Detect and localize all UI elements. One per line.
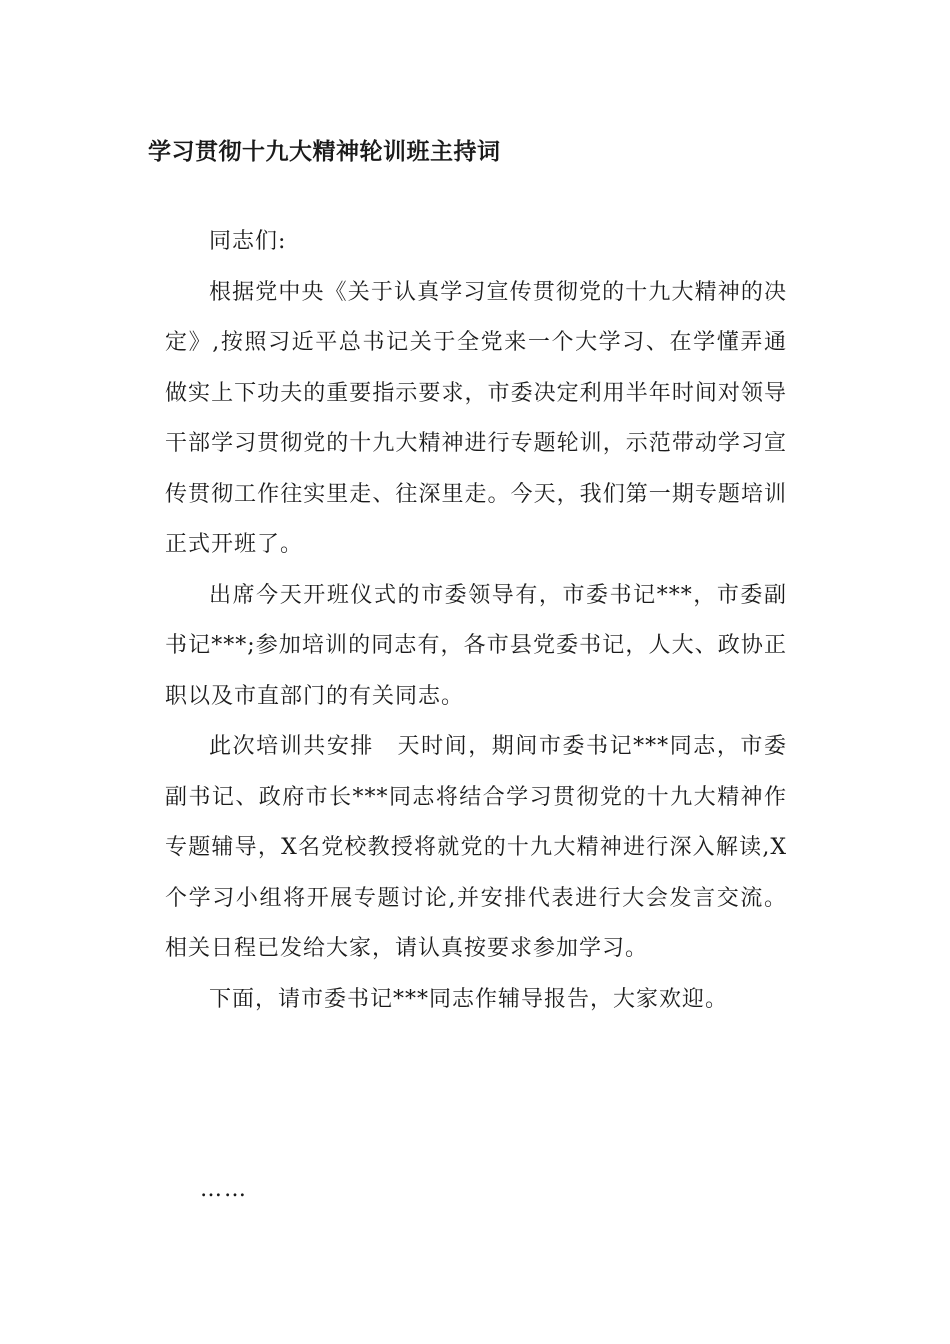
body-paragraph-4: 下面，请市委书记***同志作辅导报告，大家欢迎。 xyxy=(209,986,729,1012)
body-paragraph-1: 根据党中央《关于认真学习宣传贯彻党的十九大精神的决定》,按照习近平总书记关于全党来一个大学习、在学懂弄通做实上下功夫的重要指示要求，市委决定利用半年时间对领导干部学习贯彻党的十九大精神进行专题轮训，示范带动学习宣传贯彻工作往实里走、往深里走。今天，我们第一期专题培训正式开班了。 xyxy=(165,279,787,557)
document-body xyxy=(165,217,787,1025)
salutation-paragraph: 同志们: xyxy=(209,229,287,254)
body-paragraph-2: 出席今天开班仪式的市委领导有，市委书记***，市委副书记***;参加培训的同志有，各市县党委书记，人大、政协正职以及市直部门的有关同志。 xyxy=(165,582,787,709)
ellipsis-text: …… xyxy=(200,1177,248,1202)
body-paragraph-3: 此次培训共安排 天时间，期间市委书记***同志，市委副书记、政府市长***同志将结合学习贯彻党的十九大精神作专题辅导，X名党校教授将就党的十九大精神进行深入解读,X个学习小组将开展专题讨论,并安排代表进行大会发言交流。相关日程已发给大家，请认真按要求参加学习。 xyxy=(165,734,787,961)
document-title: 学习贯彻十九大精神轮训班主持词 xyxy=(148,139,501,165)
